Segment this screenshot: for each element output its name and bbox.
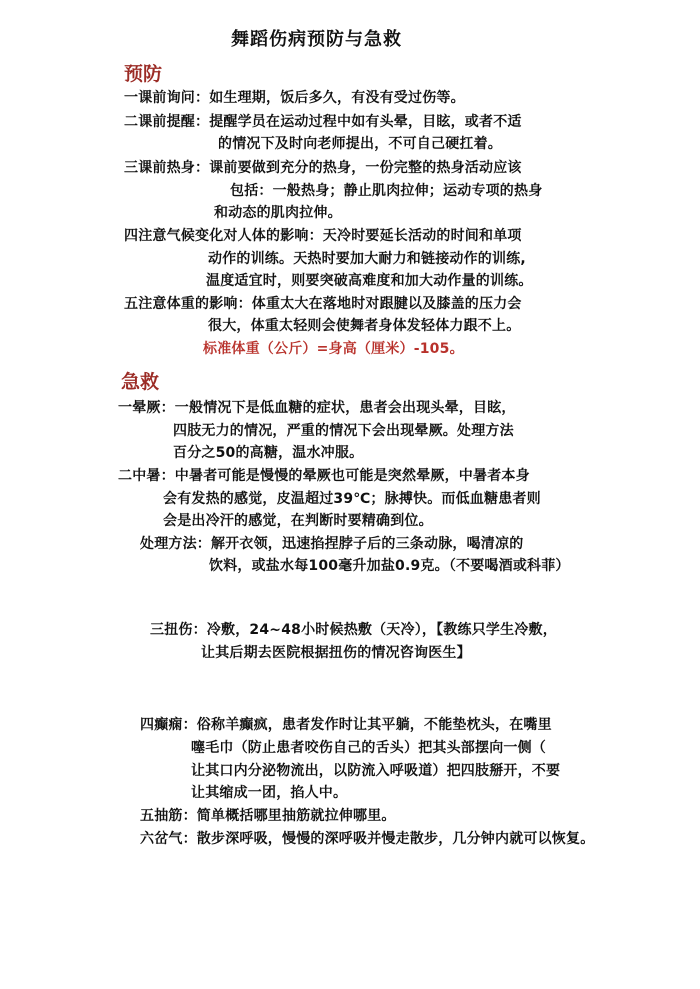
prevention-heading: 预防 bbox=[124, 63, 163, 85]
first-aid-line: 处理方法：解开衣领，迅速掐捏脖子后的三条动脉，喝清凉的 bbox=[140, 536, 524, 552]
first-aid-line: 让其后期去医院根据扭伤的情况咨询医生】 bbox=[201, 645, 471, 661]
prevention-line: 五注意体重的影响：体重太大在落地时对跟腱以及膝盖的压力会 bbox=[124, 296, 522, 312]
first-aid-line: 会有发热的感觉，皮温超过39℃；脉搏快。而低血糖患者则 bbox=[163, 491, 541, 507]
first-aid-line: 一晕厥：一般情况下是低血糖的症状，患者会出现头晕，目眩， bbox=[118, 400, 516, 416]
first-aid-line: 饮料，或盐水每100毫升加盐0.9克。（不要喝酒或科菲） bbox=[209, 558, 570, 574]
prevention-line: 三课前热身：课前要做到充分的热身，一份完整的热身活动应该 bbox=[124, 160, 522, 176]
first-aid-line: 让其口内分泌物流出，以防流入呼吸道）把四肢掰开，不要 bbox=[191, 763, 561, 779]
first-aid-heading: 急救 bbox=[121, 371, 160, 393]
prevention-line: 四注意气候变化对人体的影响：天冷时要延长活动的时间和单项 bbox=[124, 228, 522, 244]
first-aid-line: 二中暑：中暑者可能是慢慢的晕厥也可能是突然晕厥，中暑者本身 bbox=[118, 468, 530, 484]
page-title: 舞蹈伤病预防与急救 bbox=[231, 29, 402, 50]
first-aid-line: 六岔气：散步深呼吸，慢慢的深呼吸并慢走散步，几分钟内就可以恢复。 bbox=[140, 831, 595, 847]
first-aid-line: 噻毛巾（防止患者咬伤自己的舌头）把其头部摆向一侧（ bbox=[191, 740, 546, 756]
prevention-line: 一课前询问：如生理期，饭后多久，有没有受过伤等。 bbox=[124, 90, 465, 106]
first-aid-line: 五抽筋：简单概括哪里抽筋就拉伸哪里。 bbox=[140, 808, 396, 824]
prevention-line: 温度适宜时，则要突破高难度和加大动作量的训练。 bbox=[206, 273, 533, 289]
first-aid-line: 四肢无力的情况，严重的情况下会出现晕厥。处理方法 bbox=[173, 423, 514, 439]
standard-weight-formula: 标准体重（公斤）=身高（厘米）-105。 bbox=[203, 341, 464, 357]
first-aid-line: 四癫痫：俗称羊癫疯，患者发作时让其平躺，不能垫枕头，在嘴里 bbox=[140, 717, 552, 733]
prevention-line: 和动态的肌肉拉伸。 bbox=[214, 205, 342, 221]
prevention-line: 很大，体重太轻则会使舞者身体发轻体力跟不上。 bbox=[208, 318, 521, 334]
first-aid-line: 会是出冷汗的感觉，在判断时要精确到位。 bbox=[163, 513, 433, 529]
first-aid-line: 让其缩成一团，掐人中。 bbox=[191, 785, 348, 801]
first-aid-line: 三扭伤：冷敷，24~48小时候热敷（天冷），【教练只学生冷敷， bbox=[150, 622, 557, 638]
first-aid-line: 百分之50的高糖，温水冲服。 bbox=[173, 445, 364, 461]
prevention-line: 动作的训练。天热时要加大耐力和链接动作的训练, bbox=[208, 251, 526, 267]
prevention-line: 包括：一般热身；静止肌肉拉伸；运动专项的热身 bbox=[230, 183, 543, 199]
prevention-line: 的情况下及时向老师提出，不可自己硬扛着。 bbox=[218, 136, 502, 152]
prevention-line: 二课前提醒：提醒学员在运动过程中如有头晕，目眩，或者不适 bbox=[124, 114, 522, 130]
